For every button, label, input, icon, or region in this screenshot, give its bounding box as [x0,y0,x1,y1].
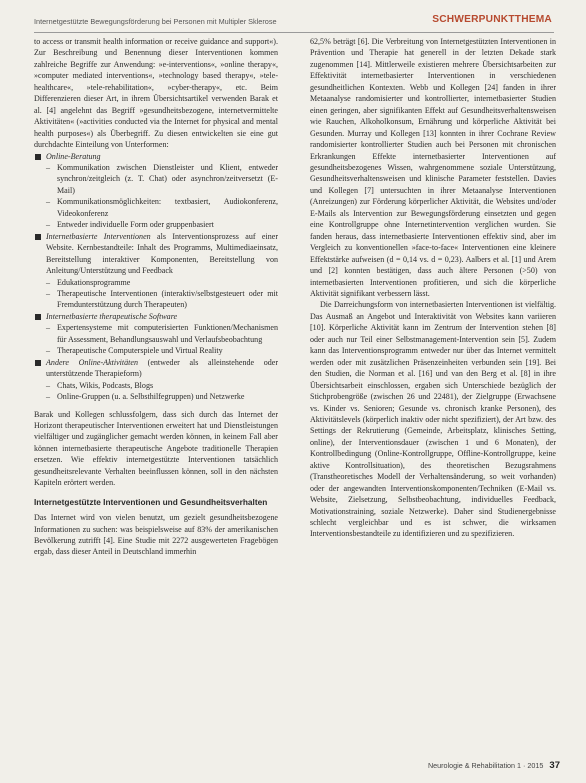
list-item-heading: Internetbasierte therapeutische Software [46,311,178,321]
section-heading: Internetgestützte Interventionen und Gesundheitsverhalten [34,496,268,507]
paragraph: Die Darreichungsform von internetbasierten Interventionen ist vielfältig. Das Ausmaß an Angebot und Interaktivität von Websites kann variieren [10]. Körperliche Aktivität kann im Zentrum der Intervention stehen [8] oder auch nur Teil einer Selbstmanagement-Intervention sein [5]. Zudem kann das Interventionsprogramm entweder nur über das Internet vermittelt werden oder mit zusätzlichen Präsenzeinheiten verbunden sein [19]. Bei den Studien, die Norman et al. [16] und van den Berg et al. [8] in ihre Übersichtsarbeit einschlossen, ergaben sich Unterschiede bezüglich der Stichprobengröße (zwischen 26 und 22481), der Zielgruppe (Erwachsene vs. Kinder vs. Senioren; Gesunde vs. chronisch kranke Personen), des Aktivitätslevels (körperlich inaktiv oder nicht spezifiziert), der Art bzw. des Settings der Rekrutierung (Gemeinde, Arbeitsplatz, klinisches Setting, online), der Interventionsdauer (zwischen 1 und 6 Monaten), der Kontrollbedingung (Online-Kontrollgruppe, Offline-Kontrollgruppe, keine aktive Kontrollsituation), des theoretischen Bezugsrahmens (Transtheoretisches Modell der Verhaltensänderung, so weit vorhanden) oder der angewandten Interventionskomponenten/Techniken (E-Mail vs. Website, Zielsetzung, Selbstbeobachtung, individuelles Feedback, Motivationstraining, soziale Netzwerke). Daher sind Studienergebnisse schlecht vergleichbar und es ist schwer, die wirksamen Interventionsbestandteile zu identifizieren und zu spezifizieren. [310,300,556,539]
running-title: Internetgestützte Bewegungsförderung bei Personen mit Multipler Sklerose [34,17,277,26]
sub-list-item: – Chats, Wikis, Podcasts, Blogs [46,380,278,391]
running-header [34,10,554,32]
right-column [310,36,556,540]
page-footer [380,760,560,774]
sub-list-item: – Entweder individuelle Form oder gruppenbasiert [46,219,278,230]
paragraph: Barak und Kollegen schlussfolgern, dass sich durch das Internet der Horizont therapeutischer Interventionen erweitert hat und Dienstleistungen vielfältiger und zugänglicher gemacht werden können, in keinem Fall aber können internetbasierte therapeutische Angebote traditionelle Therapien ersetzen. Wie effektiv internetgestützte Interventionen tatsächlich gesundheitsrelevante Verhalten beeinflussen können, soll in den nächsten Kapiteln erörtert werden. [34,409,278,488]
list-item [34,151,278,231]
sub-list-item: – Kommunikationsmöglichkeiten: textbasiert, Audiokonferenz, Videokonferenz [46,196,278,219]
sub-list [46,380,278,403]
list-item-text: als Interventionsprozess auf einer Website. Kernbestandteile: Inhalt des Programms, Multimediaeinsatz, Bereitstellung interaktiver Komponenten, Bereitstellung von Anleitung/Unterstützung und Feedback [46,231,278,276]
sub-list-item: – Edukationsprogramme [46,277,278,288]
list-item-heading: Andere Online-Aktivitäten [46,357,139,367]
left-column [34,36,278,558]
sub-list-item: – Kommunikation zwischen Dienstleister und Klient, entweder synchron/zeitgleich (z. T. Chat) oder asynchron/zeitversetzt (E-Mail) [46,162,278,196]
list-item [34,231,278,311]
sub-list [46,277,278,311]
list-item-heading: Internetbasierte Interventionen [46,231,151,241]
paragraph: 62,5% beträgt [6]. Die Verbreitung von Internetgestützten Interventionen in Prävention und Therapie hat generell in der letzten Dekade stark zugenommen [14]. Mittlerweile existieren mehrere Übersichtsarbeiten zur Effektivität internetbasierter Interventionen in verschiedenen gesundheitlichen Kontexten. Webb und Kollegen [24] fanden in ihrer Metaanalyse randomisierter und kontrollierter, internetbasierter Studien einen geringen, aber signifikanten Effekt auf Gesundheitsverhaltensweisen wie Rauchen, Alkoholkonsum, Ernährung und körperliche Aktivität bei Gesunden. Murray und Kollegen [13] konnten in ihrer Cochrane Review randomisierter kontrollierter Studien auch bei Personen mit chronischen Erkrankungen Effekte internetbasierter Interventionen auf gesundheitsbezogenes Wissen, wahrgenommene soziale Unterstützung, Gesundheitsverhaltensweisen und klinische Parameter feststellen. Davies und Kollegen [7] untersuchten in ihrer Metaanalyse Interventionen (Anreizungen) zur Förderung körperlicher Aktivität, die Websites und/oder E-Mails als Intervention zur Bewegungsförderung einsetzten und gegen eine Kontrollgruppe ohne Internetintervention verglichen wurden. Sie fanden heraus, dass internetbasierte Interventionen effektiv sind, aber im Vergleich zu konventionellen »face-to-face« Interventionen eine kleinere Effektstärke aufweisen (d = 0,14 vs. d = 0,23). Aalbers et al. [1] und Arem und [2] konnten bestätigen, dass auch ältere Personen (>50) von internetbasierten Interventionen profitieren, und sich die körperliche Aktivität signifikant verbessern lässt. [310,37,556,298]
paragraph: Das Internet wird von vielen benutzt, um gezielt gesundheitsbezogene Informationen zu suchen: was beispielsweise auf 83% der amerikanischen Bevölkerung zutrifft [4]. Eine Studie mit 2272 ausgewerteten Fragebögen ergab, dass dieser Anteil in Deutschland immerhin [34,513,278,557]
sub-list-item: – Therapeutische Computerspiele und Virtual Reality [46,345,278,356]
list-item [34,311,278,357]
sub-list-item: – Expertensysteme mit computerisierten Funktionen/Mechanismen für Assessment, Behandlungsauswahl und Verlaufsbeobachtung [46,322,278,345]
journal-citation: Neurologie & Rehabilitation 1 · 2015 [427,761,544,770]
list-item-heading: Online-Beratung [46,151,101,161]
header-rule [34,32,554,33]
section-label: SCHWERPUNKTTHEMA [432,14,552,25]
sub-list [46,162,278,231]
list-item [34,357,278,403]
list-item-text: (entweder als alleinstehende oder unterstützende Therapieform) [46,357,278,379]
paragraph: to access or transmit health information or receive guidance and support«). Zur Beschreibung und Benennung dieser Interventionen kommen zahlreiche Begriffe zur Anwendung: »e-interventions«, »online therapy«, »computer mediated interventions«, »technology based therapy«, »tele-healthcare«, »tele-rehabilitation«, »cyber-therapy«, etc. Beim Differenzieren dieser Art, in ihrem Übersichtsartikel verwenden Barak et al. [4] angelehnt das Begriff »gesundheitsbezogene, internetvermittelte Aktivitäten« (»activities conducted via the Internet for physical and mental health purposes«) als Überbegriff. Zu diesen entwickelten sie eine gut durchdachte Einteilung von Unterformen: [34,37,278,150]
sub-list-item: – Therapeutische Interventionen (interaktiv/selbstgesteuert oder mit Fremdunterstützung durch Therapeuten) [46,288,278,311]
sub-list [46,322,278,356]
sub-list-item: – Online-Gruppen (u. a. Selbsthilfegruppen) und Netzwerke [46,391,278,402]
bullet-list [34,151,278,403]
page-number: 37 [549,760,560,771]
